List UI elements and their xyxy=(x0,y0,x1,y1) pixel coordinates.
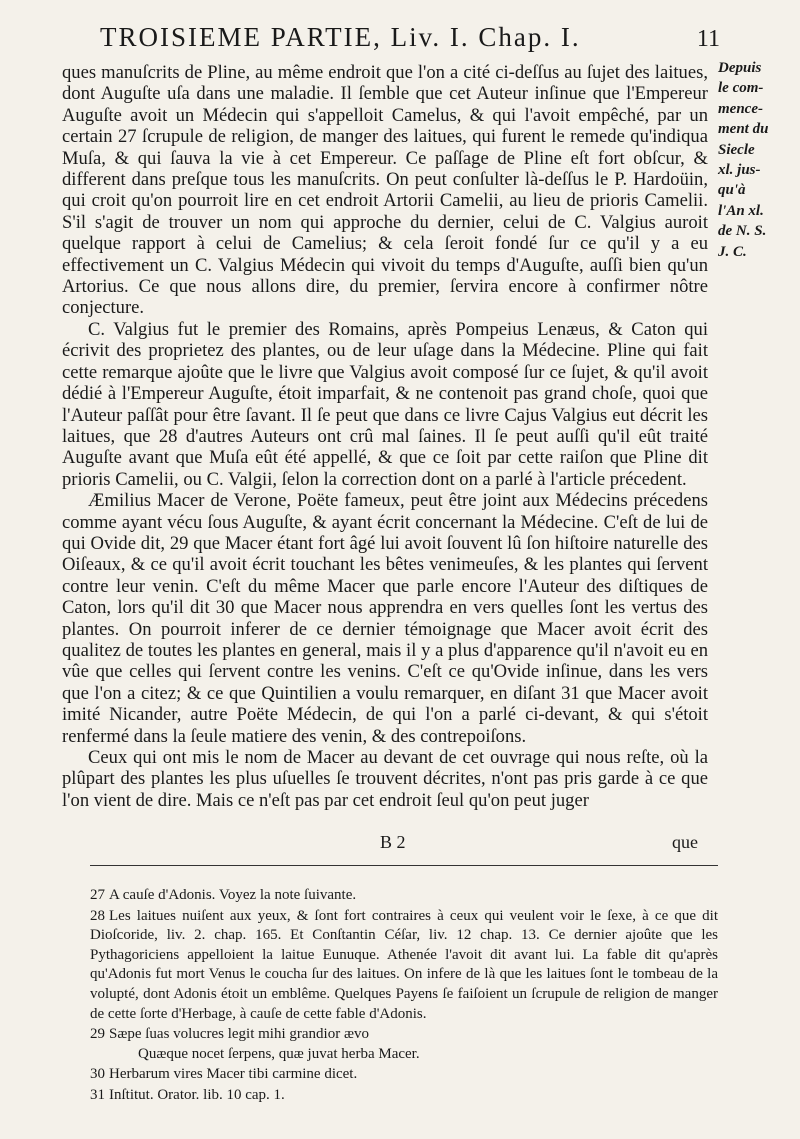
page-number: 11 xyxy=(696,26,720,52)
footnote-divider xyxy=(90,865,718,866)
margin-note-line: Depuis xyxy=(718,60,762,76)
catchword: que xyxy=(672,832,698,852)
footnotes xyxy=(90,886,718,1107)
footnote-number: 28 xyxy=(90,907,105,924)
footnote-number: 30 xyxy=(90,1066,105,1083)
margin-note-line: Siecle xyxy=(718,141,755,158)
footnote-number: 31 xyxy=(90,1086,105,1103)
margin-note-line: le com- xyxy=(718,80,764,97)
footnote-verse-line: Quæque nocet ſerpens, quæ juvat herba Macer. xyxy=(138,1045,420,1062)
margin-note-line: xl. jus- xyxy=(718,162,761,179)
footnote-number: 27 xyxy=(90,887,105,903)
footnote-text: Herbarum vires Macer tibi carmine dicet. xyxy=(109,1066,358,1083)
footnote-27 xyxy=(90,886,718,906)
main-text xyxy=(62,62,708,811)
paragraph-conclusion: Ceux qui ont mis le nom de Macer au devant de cet ouvrage qui nous reſte, où la plûpart des plantes les plus uſuelles ſe trouvent décrites, n'ont pas pris garde à ce que l'on vient de dire. Mais ce n'eſt pas par cet endroit ſeul qu'on peut juger xyxy=(62,747,708,811)
margin-note-line: l'An xl. xyxy=(718,202,764,219)
signature-mark: B 2 xyxy=(380,832,406,852)
margin-note-line: mence- xyxy=(718,100,763,117)
footnote-28 xyxy=(90,907,718,1025)
margin-note-line: ment du xyxy=(718,121,769,138)
footnote-text: Sæpe ſuas volucres legit mihi grandior ævo xyxy=(109,1026,369,1043)
margin-note-line: qu'à xyxy=(718,182,746,199)
paragraph-macer: Æmilius Macer de Verone, Poëte fameux, peut être joint aux Médecins précedens comme ayant vécu ſous Auguſte, & ayant écrit concernant la Médecine. C'eſt de lui de qui Ovide dit, 29 que Macer étant fort âgé lui avoit ſouvent lû ſon hiſtoire naturelle des Oiſeaux, & ce qu'il avoit écrit touchant les bêtes venimeuſes, & les plantes qui ſervent contre leur venin. C'eſt du même Macer que parle encore l'Auteur des diſtiques de Caton, lors qu'il dit 30 que Macer nous apprendra en vers quelles ſont les vertus des plantes. On pourroit inferer de ce dernier témoignage que Macer avoit écrit des qualitez de toutes les plantes en general, mais il y a plus d'apparence qu'il n'avoit eu en vûe que celles qui ſervent contre les venins. C'eſt ce qu'Ovide inſinue, dans les vers que l'on a citez; & ce que Quintilien a voulu remarquer, en diſant 31 que Macer avoit imité Nicander, autre Poëte Médecin, de qui l'on a parlé ci-devant, & qui s'étoit renfermé dans la ſeule matiere des venin, & des contrepoiſons. xyxy=(62,490,708,747)
footnote-text: A cauſe d'Adonis. Voyez la note ſuivante. xyxy=(109,887,357,903)
footnote-30 xyxy=(90,1065,718,1085)
footnote-31 xyxy=(90,1086,718,1106)
margin-note-line: de N. S. xyxy=(718,223,767,240)
margin-note xyxy=(718,58,798,262)
running-header xyxy=(100,22,720,56)
footnote-text: Les laitues nuiſent aux yeux, & ſont fort contraires à ceux qui veulent voir le ſexe, à ce que dit Dioſcoride, liv. 2. chap. 165. Et Conſtantin Céſar, liv. 12 chap. 13. Ce dernier ajoûte que les Pythagoriciens appelloient la laitue Eunuque. Athenée l'avoit dit avant lui. La fable dit qu'après qu'Adonis fut mort Venus le coucha ſur des laitues. On infere de là que les laitues ſont le tombeau de la volupté, dont Adonis étoit un emblême. Quelques Payens ſe faiſoient un ſcrupule de religion de manger de cette ſorte d'Herbage, à cauſe de cette fable d'Adonis. xyxy=(90,907,718,1022)
margin-note-line: J. C. xyxy=(718,243,747,260)
paragraph-valgius: C. Valgius fut le premier des Romains, après Pompeius Lenæus, & Caton qui écrivit des proprietez des plantes, ou de leur uſage dans la Médecine. Pline qui fait cette remarque ajoûte que le livre que Valgius avoit composé ſur ce ſujet, & qu'il avoit dédié à l'Empereur Auguſte, étoit imparfait, & ne contenoit pas grand choſe, quoi que l'Auteur paſſât pour être ſavant. Il ſe peut que dans ce livre Cajus Valgius eut décrit les laitues, que 28 d'autres Auteurs ont crû mal ſaines. Il ſe peut auſſi qu'il eût traité Auguſte avant que Muſa eût été appellé, & que ce ſoit par cette raiſon que Pline dit prioris Camelii, ou C. Valgii, ſelon la correction dont on a parlé à l'article précedent. xyxy=(62,318,708,490)
running-title: TROISIEME PARTIE, Liv. I. Chap. I. xyxy=(100,22,581,52)
footnote-29 xyxy=(90,1025,718,1064)
footnote-number: 29 xyxy=(90,1026,105,1043)
footnote-text: Inſtitut. Orator. lib. 10 cap. 1. xyxy=(109,1086,285,1103)
paragraph-continued: ques manuſcrits de Pline, au même endroit que l'on a cité ci-deſſus au ſujet des laitues, dont Auguſte uſa dans une maladie. Il ſemble que cet Auteur inſinue que l'Empereur Auguſte avoit un Médecin qui s'appelloit Camelus, & qui l'avoit empêché, par un certain 27 ſcrupule de religion, de manger des laitues, qui furent le remede qu'indiqua Muſa, & qui ſauva la vie à cet Empereur. Ce paſſage de Pline eſt fort obſcur, & different dans preſque tous les manuſcrits. On peut conſulter là-deſſus le P. Hardoüin, qui croit qu'on pourroit lire en cet endroit Artorii Camelii, au lieu de prioris Camelii. S'il s'agit de trouver un nom qui approche du dernier, celui de C. Valgius auroit quelque rapport à celui de Camelius; & cela ſeroit fondé ſur ce qu'il y a eu effectivement un C. Valgius Médecin qui vivoit du temps d'Auguſte, auſſi bien qu'un Artorius. Ce que nous allons dire, du premier, ſervira encore à confirmer nôtre conjecture. xyxy=(62,62,708,319)
